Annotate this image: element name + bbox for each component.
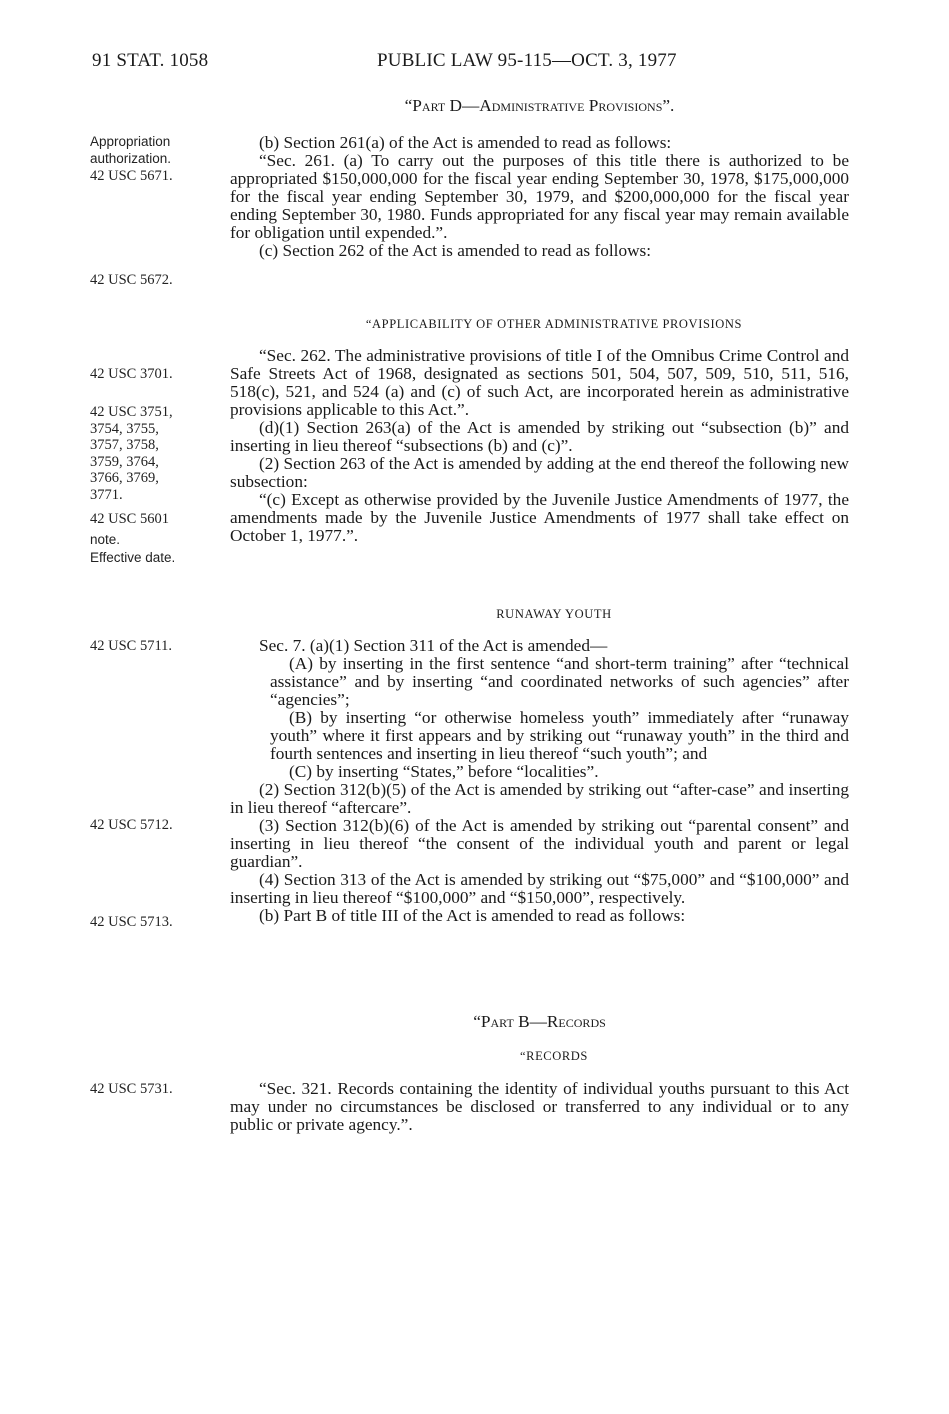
- margin-note-citation: 42 USC 5712.: [90, 817, 173, 833]
- margin-note-line: Appropriation: [90, 134, 171, 149]
- margin-note-citation: 42 USC 3701.: [90, 366, 173, 382]
- margin-note-citation: 42 USC 5671.: [90, 168, 173, 184]
- margin-note-line: 3757, 3758,: [90, 437, 159, 454]
- paragraph: (d)(1) Section 263(a) of the Act is amended by striking out “subsection (b)” and inserting in lieu thereof “subsections (b) and (c)”.: [230, 418, 849, 455]
- margin-note-line: 3766, 3769,: [90, 470, 159, 487]
- paragraph: (2) Section 312(b)(5) of the Act is amended by striking out “after-case” and inserting in lieu thereof “aftercare”.: [230, 780, 849, 817]
- running-header: [92, 50, 852, 80]
- section-heading: RUNAWAY YOUTH: [496, 607, 612, 621]
- paragraph: “Sec. 261. (a) To carry out the purposes of this title there is authorized to be appropriated $150,000,000 for the fiscal year ending September 30, 1978, $175,000,000 for the fiscal year ending September 30, 1979, and $200,000,000 for the fiscal year ending September 30, 1980. Funds appropriated for any fiscal year may remain available for obligation until expended.”.: [230, 151, 849, 242]
- paragraph: (b) Part B of title III of the Act is amended to read as follows:: [259, 906, 686, 925]
- paragraph-subitem: (B) by inserting “or otherwise homeless youth” immediately after “runaway youth” where it first appears and by striking out “runaway youth” in the third and fourth sentences and inserting in lieu thereof “such youth”; and: [270, 708, 849, 763]
- statute-page-number: 91 STAT. 1058: [92, 50, 209, 71]
- heading-records: [230, 1047, 849, 1065]
- paragraph: “Sec. 321. Records containing the identity of individual youths pursuant to this Act may under no circumstances be disclosed or transferred to any individual or to any public or private agency.”.: [230, 1079, 849, 1134]
- heading-applicability: [230, 315, 849, 333]
- margin-note-effective-date: Effective date.: [90, 550, 176, 565]
- margin-note-line: 42 USC 3751,: [90, 404, 173, 420]
- public-law-title: PUBLIC LAW 95-115—OCT. 3, 1977: [377, 50, 677, 71]
- paragraph: “(c) Except as otherwise provided by the Juvenile Justice Amendments of 1977, the amendments made by the Juvenile Justice Amendments of 1977 shall take effect on October 1, 1977.”.: [230, 490, 849, 545]
- margin-note-citation: 42 USC 5711.: [90, 638, 173, 654]
- paragraph: “Sec. 262. The administrative provisions of title I of the Omnibus Crime Control and Safe Streets Act of 1968, designated as sections 501, 504, 507, 509, 510, 511, 516, 518(c), 521, and 524 (a) and (c) of such Act, are incorporated herein as administrative provisions applicable to this Act.”.: [230, 346, 849, 419]
- section-heading: “RECORDS: [519, 1049, 588, 1063]
- margin-note-label: note.: [90, 532, 121, 547]
- paragraph: (b) Section 261(a) of the Act is amended to read as follows:: [259, 133, 672, 152]
- margin-note-line: authorization.: [90, 151, 172, 166]
- margin-note-citation: 42 USC 5713.: [90, 914, 173, 930]
- heading-runaway-youth: [230, 605, 849, 623]
- body-section-262: [230, 347, 849, 545]
- margin-note-line: 3771.: [90, 486, 123, 503]
- paragraph-subitem: (A) by inserting in the first sentence “and short-term training” after “technical assistance” and by inserting “and coordinated networks of such agencies” after “agencies”;: [270, 654, 849, 709]
- body-section-261: [230, 134, 849, 260]
- margin-note-citation: 42 USC 5601: [90, 511, 169, 527]
- heading-part-b: [230, 1013, 849, 1031]
- paragraph-subitem: (C) by inserting “States,” before “localities”.: [289, 762, 599, 781]
- section-heading: “APPLICABILITY OF OTHER ADMINISTRATIVE PROVISIONS: [365, 317, 743, 331]
- body-section-321: [230, 1080, 849, 1134]
- paragraph: (c) Section 262 of the Act is amended to read as follows:: [259, 241, 652, 260]
- section-heading: “Part B—Records: [473, 1012, 606, 1031]
- margin-note-citation: 42 USC 5672.: [90, 272, 173, 288]
- paragraph: (4) Section 313 of the Act is amended by striking out “$75,000” and “$100,000” and inserting in lieu thereof “$100,000” and “$150,000”, respectively.: [230, 870, 849, 907]
- body-section-7: [230, 637, 849, 925]
- paragraph: (2) Section 263 of the Act is amended by adding at the end thereof the following new subsection:: [230, 454, 849, 491]
- paragraph: (3) Section 312(b)(6) of the Act is amended by striking out “parental consent” and inserting in lieu thereof “the consent of the individual youth and parent or legal guardian”.: [230, 816, 849, 871]
- margin-note-appropriation: [90, 133, 240, 167]
- heading-part-d: [230, 97, 849, 115]
- margin-note-line: 3759, 3764,: [90, 453, 159, 470]
- paragraph: Sec. 7. (a)(1) Section 311 of the Act is amended—: [259, 636, 608, 655]
- margin-note-citation-list: [90, 404, 240, 504]
- margin-note-citation: 42 USC 5731.: [90, 1081, 173, 1097]
- section-heading: “Part D—Administrative Provisions”.: [404, 96, 675, 115]
- margin-note-line: 3754, 3755,: [90, 420, 159, 437]
